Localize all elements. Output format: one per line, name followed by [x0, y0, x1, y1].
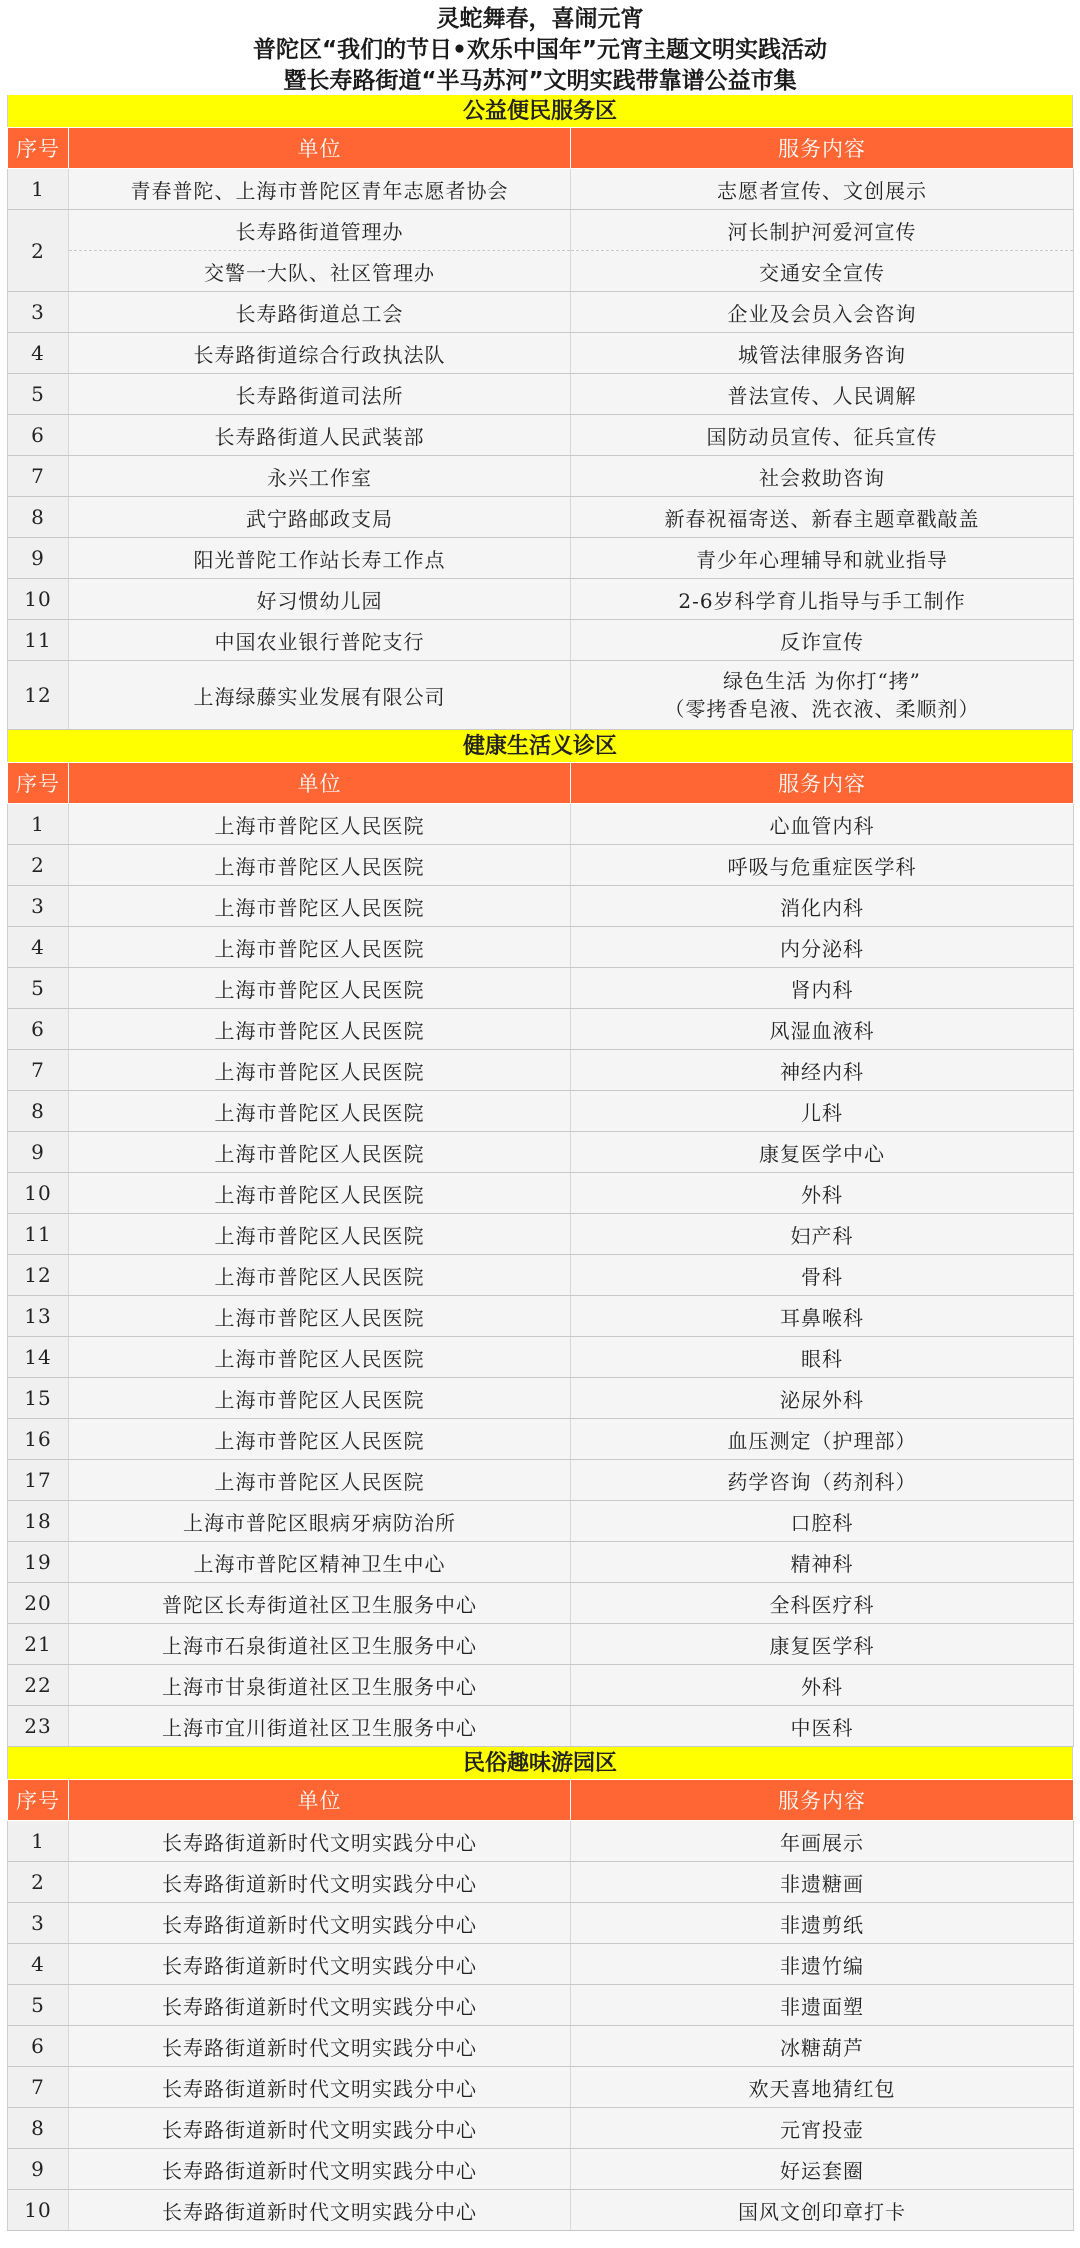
- row-no: 22: [8, 1665, 69, 1706]
- row-service: 冰糖葫芦: [571, 2026, 1074, 2067]
- header-unit: 单位: [69, 128, 571, 169]
- row-unit: 长寿路街道综合行政执法队: [69, 333, 571, 374]
- table-row: [8, 804, 1074, 845]
- header-unit: 单位: [69, 1780, 571, 1821]
- row-service: 好运套圈: [571, 2149, 1074, 2190]
- row-no: 6: [8, 2026, 69, 2067]
- table-row: [8, 251, 1074, 292]
- table-health-body: [8, 804, 1074, 1747]
- row-service: 中医科: [571, 1706, 1074, 1747]
- poster-titles: [7, 0, 1073, 95]
- row-unit: 上海市普陀区人民医院: [69, 1173, 571, 1214]
- row-service: 心血管内科: [571, 804, 1074, 845]
- row-no: 18: [8, 1501, 69, 1542]
- row-service: 眼科: [571, 1337, 1074, 1378]
- row-service: 年画展示: [571, 1821, 1074, 1862]
- row-unit: 长寿路街道新时代文明实践分中心: [69, 2026, 571, 2067]
- table-row: [8, 292, 1074, 333]
- row-unit: 长寿路街道新时代文明实践分中心: [69, 1944, 571, 1985]
- table-row: [8, 2067, 1074, 2108]
- table-header-row: [8, 1780, 1074, 1821]
- header-no: 序号: [8, 1780, 69, 1821]
- row-unit: 上海市普陀区人民医院: [69, 1009, 571, 1050]
- row-no: 12: [8, 661, 69, 730]
- header-service: 服务内容: [571, 1780, 1074, 1821]
- row-unit: 永兴工作室: [69, 456, 571, 497]
- row-no: 13: [8, 1296, 69, 1337]
- row-service: 交通安全宣传: [571, 251, 1074, 292]
- table-row: [8, 210, 1074, 251]
- row-service-line-2: （零拷香皂液、洗衣液、柔顺剂）: [664, 697, 980, 721]
- row-unit: 上海市普陀区人民医院: [69, 1050, 571, 1091]
- header-service: 服务内容: [571, 763, 1074, 804]
- row-no: 12: [8, 1255, 69, 1296]
- row-unit: 上海市甘泉街道社区卫生服务中心: [69, 1665, 571, 1706]
- row-service: 欢天喜地猜红包: [571, 2067, 1074, 2108]
- table-row: [8, 1091, 1074, 1132]
- row-service: 非遗剪纸: [571, 1903, 1074, 1944]
- row-unit: 上海市普陀区人民医院: [69, 1419, 571, 1460]
- row-no: 10: [8, 2190, 69, 2231]
- row-service: 国防动员宣传、征兵宣传: [571, 415, 1074, 456]
- table-row: [8, 968, 1074, 1009]
- table-row: [8, 538, 1074, 579]
- row-service: 呼吸与危重症医学科: [571, 845, 1074, 886]
- row-no: 21: [8, 1624, 69, 1665]
- row-unit: 普陀区长寿街道社区卫生服务中心: [69, 1583, 571, 1624]
- row-service: 外科: [571, 1173, 1074, 1214]
- table-row: [8, 1460, 1074, 1501]
- row-unit: 上海绿藤实业发展有限公司: [69, 661, 571, 730]
- row-unit: 上海市普陀区人民医院: [69, 1337, 571, 1378]
- row-service: 社会救助咨询: [571, 456, 1074, 497]
- header-service: 服务内容: [571, 128, 1074, 169]
- table-row: [8, 1296, 1074, 1337]
- row-service: 非遗面塑: [571, 1985, 1074, 2026]
- table-row: [8, 1706, 1074, 1747]
- table-row: [8, 1583, 1074, 1624]
- row-no: 3: [8, 292, 69, 333]
- row-no: 9: [8, 538, 69, 579]
- row-service: 外科: [571, 1665, 1074, 1706]
- row-service: 口腔科: [571, 1501, 1074, 1542]
- row-unit: 上海市普陀区人民医院: [69, 886, 571, 927]
- row-no: 7: [8, 456, 69, 497]
- row-service: 非遗糖画: [571, 1862, 1074, 1903]
- table-row: [8, 1050, 1074, 1091]
- table-row: [8, 1985, 1074, 2026]
- table-row: [8, 1821, 1074, 1862]
- row-service: 肾内科: [571, 968, 1074, 1009]
- table-row: [8, 1173, 1074, 1214]
- row-service: 消化内科: [571, 886, 1074, 927]
- row-service: 康复医学中心: [571, 1132, 1074, 1173]
- row-unit: 好习惯幼儿园: [69, 579, 571, 620]
- section-title-public: 公益便民服务区: [7, 95, 1073, 127]
- row-no: 6: [8, 415, 69, 456]
- table-folk-body: [8, 1821, 1074, 2231]
- title-line-3: 暨长寿路街道“半马苏河”文明实践带靠谱公益市集: [283, 68, 797, 94]
- row-no: 3: [8, 886, 69, 927]
- table-row: [8, 845, 1074, 886]
- row-no: 5: [8, 1985, 69, 2026]
- row-no: 16: [8, 1419, 69, 1460]
- section-title-folk: 民俗趣味游园区: [7, 1747, 1073, 1779]
- table-row: [8, 1337, 1074, 1378]
- row-no: 17: [8, 1460, 69, 1501]
- row-unit: 青春普陀、上海市普陀区青年志愿者协会: [69, 169, 571, 210]
- row-service: 耳鼻喉科: [571, 1296, 1074, 1337]
- row-service: 内分泌科: [571, 927, 1074, 968]
- table-folk: [7, 1779, 1074, 2231]
- row-service: 城管法律服务咨询: [571, 333, 1074, 374]
- row-unit: 上海市普陀区人民医院: [69, 927, 571, 968]
- row-unit: 长寿路街道人民武装部: [69, 415, 571, 456]
- row-unit: 上海市宜川街道社区卫生服务中心: [69, 1706, 571, 1747]
- row-service: 骨科: [571, 1255, 1074, 1296]
- row-unit: 武宁路邮政支局: [69, 497, 571, 538]
- row-service: 新春祝福寄送、新春主题章戳敲盖: [571, 497, 1074, 538]
- row-no: 11: [8, 620, 69, 661]
- table-health: [7, 762, 1074, 1747]
- row-unit: 上海市普陀区人民医院: [69, 845, 571, 886]
- row-no: 10: [8, 579, 69, 620]
- table-row: [8, 374, 1074, 415]
- row-service: 非遗竹编: [571, 1944, 1074, 1985]
- table-header-row: [8, 128, 1074, 169]
- row-unit: 上海市普陀区精神卫生中心: [69, 1542, 571, 1583]
- table-row: [8, 2149, 1074, 2190]
- table-row: [8, 1009, 1074, 1050]
- row-unit: 长寿路街道司法所: [69, 374, 571, 415]
- row-no: 7: [8, 1050, 69, 1091]
- row-service: 国风文创印章打卡: [571, 2190, 1074, 2231]
- row-no: 2: [8, 1862, 69, 1903]
- row-no: 8: [8, 1091, 69, 1132]
- row-no: 20: [8, 1583, 69, 1624]
- row-no: 14: [8, 1337, 69, 1378]
- row-unit: 长寿路街道新时代文明实践分中心: [69, 1862, 571, 1903]
- title-line-2: 普陀区“我们的节日•欢乐中国年”元宵主题文明实践活动: [253, 37, 827, 63]
- table-public: [7, 127, 1074, 730]
- table-row: [8, 415, 1074, 456]
- row-no: 19: [8, 1542, 69, 1583]
- table-row: [8, 1132, 1074, 1173]
- row-unit: 上海市普陀区人民医院: [69, 968, 571, 1009]
- row-no: 1: [8, 169, 69, 210]
- row-unit: 交警一大队、社区管理办: [69, 251, 571, 292]
- row-unit: 长寿路街道新时代文明实践分中心: [69, 1821, 571, 1862]
- row-unit: 上海市普陀区人民医院: [69, 804, 571, 845]
- row-unit: 上海市普陀区人民医院: [69, 1214, 571, 1255]
- row-service: 志愿者宣传、文创展示: [571, 169, 1074, 210]
- row-unit: 上海市石泉街道社区卫生服务中心: [69, 1624, 571, 1665]
- row-no: 4: [8, 1944, 69, 1985]
- row-no: 23: [8, 1706, 69, 1747]
- row-no: 8: [8, 2108, 69, 2149]
- row-unit: 长寿路街道新时代文明实践分中心: [69, 1903, 571, 1944]
- table-row: [8, 1501, 1074, 1542]
- title-line-1: 灵蛇舞春，喜闹元宵: [436, 6, 644, 32]
- table-row: [8, 2108, 1074, 2149]
- row-no: 5: [8, 968, 69, 1009]
- row-unit: 上海市普陀区人民医院: [69, 1460, 571, 1501]
- table-row: [8, 620, 1074, 661]
- table-row: [8, 497, 1074, 538]
- table-row: [8, 169, 1074, 210]
- row-no: 1: [8, 1821, 69, 1862]
- row-service: 河长制护河爱河宣传: [571, 210, 1074, 251]
- row-no: 2: [8, 210, 69, 292]
- row-unit: 上海市普陀区人民医院: [69, 1378, 571, 1419]
- row-service: 元宵投壶: [571, 2108, 1074, 2149]
- row-service: [571, 661, 1074, 730]
- table-row: [8, 1944, 1074, 1985]
- row-service: 妇产科: [571, 1214, 1074, 1255]
- table-row: [8, 333, 1074, 374]
- row-unit: 上海市普陀区人民医院: [69, 1091, 571, 1132]
- table-row: [8, 456, 1074, 497]
- row-service: 风湿血液科: [571, 1009, 1074, 1050]
- row-no: 15: [8, 1378, 69, 1419]
- row-no: 1: [8, 804, 69, 845]
- header-no: 序号: [8, 763, 69, 804]
- table-row: [8, 1214, 1074, 1255]
- row-service: 普法宣传、人民调解: [571, 374, 1074, 415]
- row-unit: 中国农业银行普陀支行: [69, 620, 571, 661]
- table-row: [8, 2190, 1074, 2231]
- row-no: 4: [8, 333, 69, 374]
- table-row: [8, 1624, 1074, 1665]
- row-unit: 长寿路街道新时代文明实践分中心: [69, 2190, 571, 2231]
- row-no: 2: [8, 845, 69, 886]
- table-header-row: [8, 763, 1074, 804]
- row-unit: 阳光普陀工作站长寿工作点: [69, 538, 571, 579]
- row-service: 药学咨询（药剂科）: [571, 1460, 1074, 1501]
- table-row: [8, 886, 1074, 927]
- row-no: 8: [8, 497, 69, 538]
- table-row: [8, 1665, 1074, 1706]
- row-service: 精神科: [571, 1542, 1074, 1583]
- table-row: [8, 1255, 1074, 1296]
- header-no: 序号: [8, 128, 69, 169]
- row-service: 企业及会员入会咨询: [571, 292, 1074, 333]
- row-unit: 长寿路街道新时代文明实践分中心: [69, 2149, 571, 2190]
- row-no: 3: [8, 1903, 69, 1944]
- row-service: 青少年心理辅导和就业指导: [571, 538, 1074, 579]
- row-unit: 上海市普陀区人民医院: [69, 1132, 571, 1173]
- table-row: [8, 661, 1074, 730]
- table-row: [8, 1419, 1074, 1460]
- row-unit: 长寿路街道新时代文明实践分中心: [69, 1985, 571, 2026]
- row-unit: 上海市普陀区眼病牙病防治所: [69, 1501, 571, 1542]
- row-no: 5: [8, 374, 69, 415]
- row-service: 泌尿外科: [571, 1378, 1074, 1419]
- row-unit: 长寿路街道管理办: [69, 210, 571, 251]
- row-service: 血压测定（护理部）: [571, 1419, 1074, 1460]
- row-service: 儿科: [571, 1091, 1074, 1132]
- row-no: 10: [8, 1173, 69, 1214]
- table-row: [8, 927, 1074, 968]
- row-service: 2-6岁科学育儿指导与手工制作: [571, 579, 1074, 620]
- row-service-line-1: 绿色生活 为你打“拷”: [723, 669, 921, 693]
- row-no: 9: [8, 1132, 69, 1173]
- row-unit: 长寿路街道总工会: [69, 292, 571, 333]
- row-unit: 上海市普陀区人民医院: [69, 1296, 571, 1337]
- row-unit: 长寿路街道新时代文明实践分中心: [69, 2108, 571, 2149]
- table-row: [8, 2026, 1074, 2067]
- row-service: 神经内科: [571, 1050, 1074, 1091]
- row-service: 反诈宣传: [571, 620, 1074, 661]
- row-no: 9: [8, 2149, 69, 2190]
- header-unit: 单位: [69, 763, 571, 804]
- poster: [7, 0, 1073, 2231]
- row-no: 7: [8, 2067, 69, 2108]
- row-no: 11: [8, 1214, 69, 1255]
- table-row: [8, 579, 1074, 620]
- table-row: [8, 1378, 1074, 1419]
- table-row: [8, 1903, 1074, 1944]
- section-title-health: 健康生活义诊区: [7, 730, 1073, 762]
- row-no: 4: [8, 927, 69, 968]
- row-service: 康复医学科: [571, 1624, 1074, 1665]
- row-service: 全科医疗科: [571, 1583, 1074, 1624]
- table-row: [8, 1542, 1074, 1583]
- row-unit: 长寿路街道新时代文明实践分中心: [69, 2067, 571, 2108]
- table-row: [8, 1862, 1074, 1903]
- row-unit: 上海市普陀区人民医院: [69, 1255, 571, 1296]
- row-no: 6: [8, 1009, 69, 1050]
